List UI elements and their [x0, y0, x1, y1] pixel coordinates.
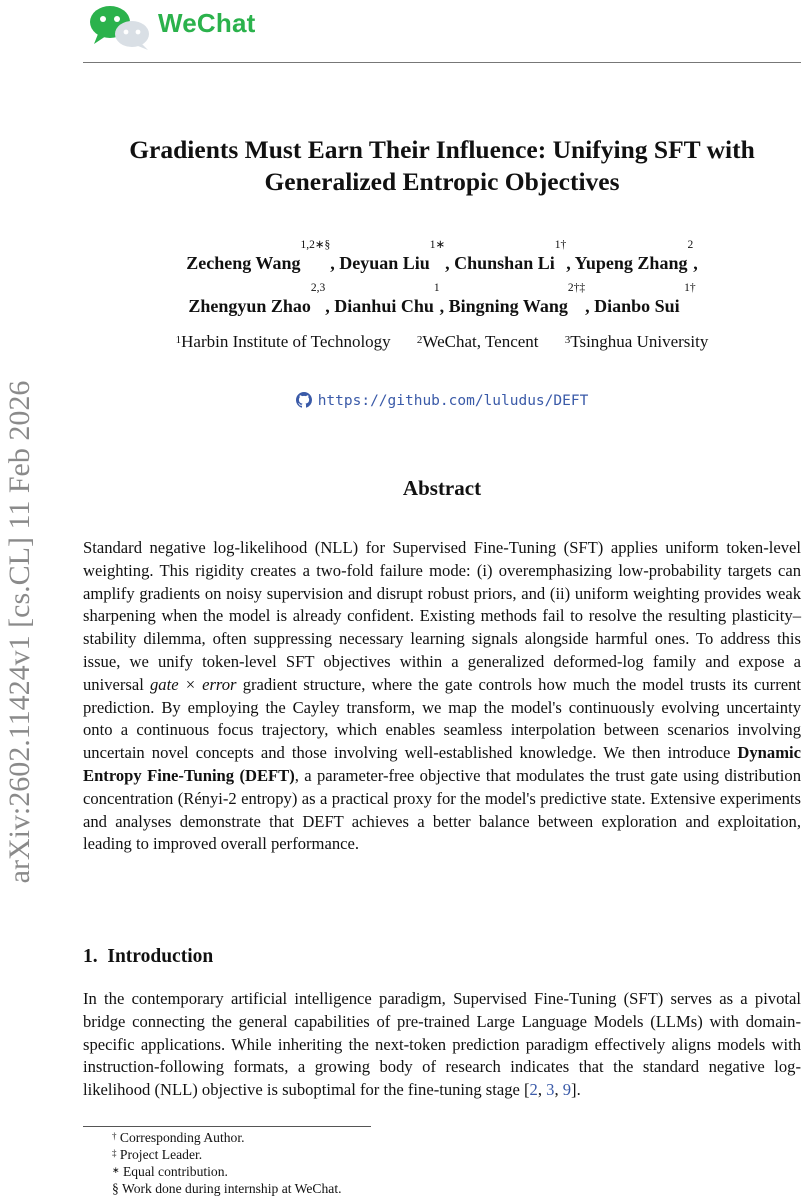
- author-list: [83, 239, 801, 328]
- abstract-heading: Abstract: [402, 476, 482, 500]
- abstract-text: Standard negative log-likelihood (NLL) for Supervised Fine-Tuning (SFT) applies uniform token-level weighting. This rigidity creates a two-fold failure mode: (i) overemphasizing low-probability targets can amplify gradients on noisy supervision and disrupt robust priors, and (ii) uniform weighting provides weak sharpening when the model is already confident. Existing methods fail to resolve the resulting plasticity–stability dilemma, often suppressing necessary learning signals alongside harmful ones. To address this issue, we unify token-level SFT objectives within a generalized deformed-log family and expose a universal gate × error gradient structure, where the gate controls how much the model trusts its current prediction. By employing the Cayley transform, we map the model's continuously evolving uncertainty onto a continuous focus trajectory, which enables seamless interpolation between scenarios involving uncertain novel concepts and those involving well-established knowledge. We then introduce Dynamic Entropy Fine-Tuning (DEFT), a parameter-free objective that modulates the trust gate using distribution concentration (Rényi-2 entropy) as a practical proxy for the model's predictive state. Extensive experiments and analyses demonstrate that DEFT achieves a better balance between exploration and exploitation, leading to improved overall performance.: [83, 538, 801, 854]
- github-icon: [296, 392, 312, 408]
- footnote: † Corresponding Author.: [112, 1130, 245, 1145]
- author: Chunshan $Li^{1\dagger}$,: [454, 239, 575, 273]
- abstract-italic-term: gate × error: [150, 674, 237, 694]
- repo-link-row: [83, 389, 801, 413]
- author: Zhengyun Zhao$^{2,3}$,: [188, 282, 335, 316]
- footnote-rule: [83, 1126, 371, 1127]
- footnote: ‡ Project Leader.: [112, 1147, 203, 1162]
- author: Dianbo Sui $^{1\dagger}$: [594, 282, 696, 316]
- section-heading-introduction: 1. Introduction: [83, 946, 214, 967]
- header-rule: [83, 62, 801, 63]
- citation-link[interactable]: 9: [562, 1080, 572, 1100]
- citation-link[interactable]: 3: [546, 1080, 555, 1100]
- author: Bingning Wang$^{2\dagger\ddagger}$,: [448, 282, 595, 316]
- author: Zecheng Wang$^{1,2∗\S}$,: [186, 239, 340, 273]
- introduction-paragraph: In the contemporary artificial intelligence paradigm, Supervised Fine-Tuning (SFT) serves as a pivotal bridge connecting the general capabilities of pre-trained Large Language Models (LLMs) with domain-specific applications. While inheriting the next-token prediction paradigm effectively aligns models with instruction-following formats, a growing body of research indicates that the standard negative log-likelihood (NLL) objective is suboptimal for the fine-tuning stage [2, 3, 9].: [83, 989, 801, 1100]
- citation-link[interactable]: 2: [529, 1080, 538, 1100]
- author: Deyuan Liu$^{1∗}$,: [339, 239, 455, 273]
- title-line-2: Generalized Entropic Objectives: [264, 167, 620, 196]
- wechat-bubbles-icon: [88, 2, 152, 50]
- author: Yupeng Zhang$^2$,: [574, 239, 698, 273]
- abstract-method-name: Dynamic Entropy Fine-Tuning (DEFT): [83, 743, 801, 785]
- footnote: § Work done during internship at WeChat.: [112, 1181, 342, 1196]
- affiliation: $^2$WeChat, Tencent: [416, 332, 539, 351]
- wechat-logo: [88, 2, 288, 50]
- paper-title: [83, 134, 801, 198]
- footnote: ∗ Equal contribution.: [112, 1164, 228, 1179]
- footnotes: [112, 1129, 792, 1197]
- title-line-1: Gradients Must Earn Their Influence: Unifying SFT with: [129, 135, 755, 164]
- wechat-wordmark: WeChat: [158, 8, 256, 38]
- author: Dianhui Chu$^1$,: [334, 282, 449, 316]
- arxiv-identifier: arXiv:2602.11424v1 [cs.CL] 11 Feb 2026: [3, 380, 36, 884]
- affiliation: $^1$Harbin Institute of Technology: [175, 332, 391, 351]
- affiliations: [83, 330, 801, 354]
- github-repo-link[interactable]: https://github.com/luludus/DEFT: [317, 393, 589, 409]
- affiliation: $^3$Tsinghua University: [564, 332, 709, 351]
